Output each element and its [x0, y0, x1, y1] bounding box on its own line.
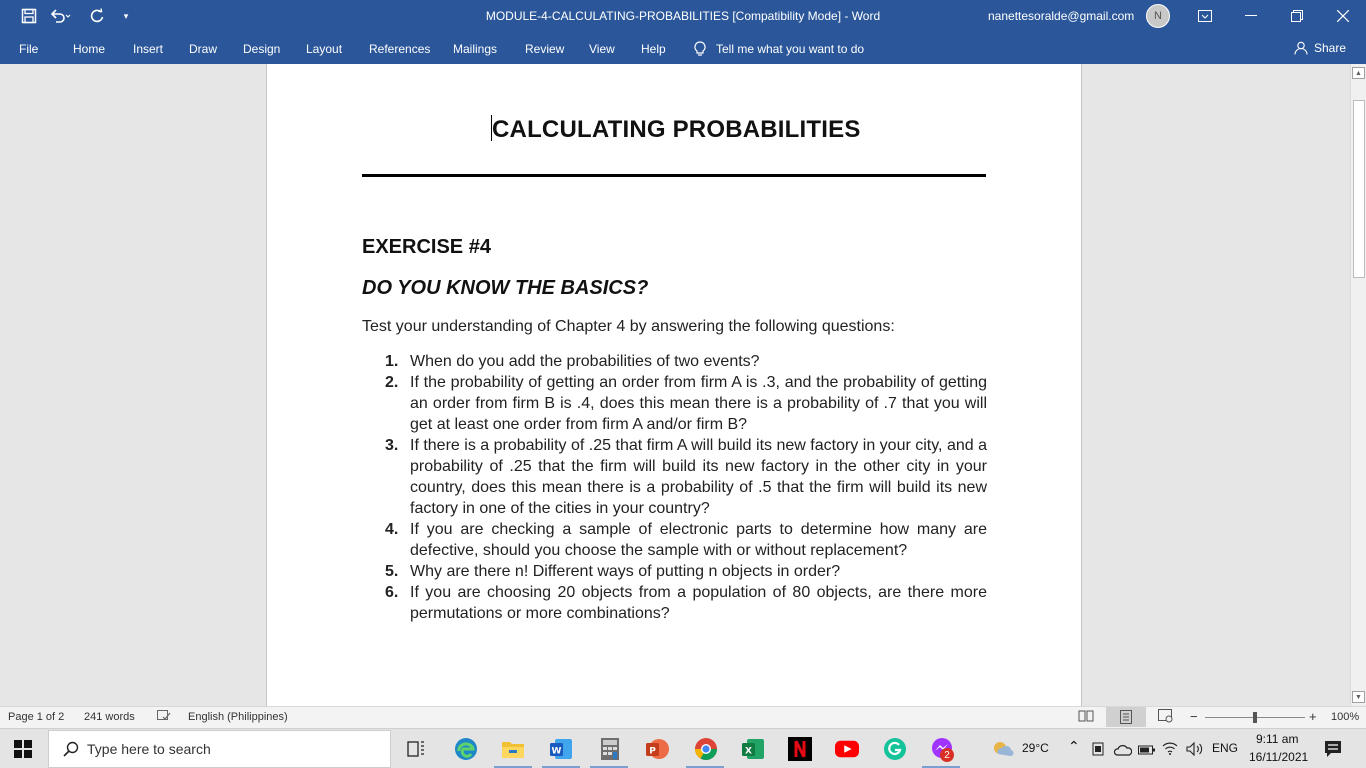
list-item — [385, 351, 987, 372]
windows-taskbar — [0, 728, 1366, 768]
question-list — [385, 351, 987, 624]
notification-icon[interactable] — [1324, 740, 1342, 763]
vertical-scrollbar[interactable] — [1350, 64, 1366, 706]
tab-review[interactable]: Review — [525, 42, 565, 56]
edge-icon[interactable] — [454, 737, 478, 761]
share-button[interactable] — [1294, 41, 1346, 55]
question-text: When do you add the probabilities of two events? — [410, 353, 760, 370]
lightbulb-icon — [694, 41, 706, 57]
tab-insert[interactable]: Insert — [133, 42, 164, 56]
taskbar-search-input[interactable] — [48, 730, 391, 768]
web-layout-icon[interactable] — [1158, 709, 1174, 726]
exercise-heading: EXERCISE #4 — [362, 236, 491, 258]
list-item — [385, 372, 987, 435]
heading-rule — [362, 174, 986, 177]
messenger-badge: 2 — [940, 748, 954, 762]
question-text: If there is a probability of .25 that firm A will build its new factory in your city, and a probability of .25 that the firm will build its new factory in the other city in your country, does this mean there is a probability of .5 that the firm will build its new factory in one of the cities in your country? — [410, 437, 987, 517]
wifi-icon[interactable] — [1162, 741, 1178, 760]
calculator-icon[interactable] — [598, 737, 622, 761]
share-label: Share — [1314, 41, 1347, 55]
question-number: 5. — [385, 563, 399, 580]
tab-draw[interactable]: Draw — [189, 42, 218, 56]
question-text: If you are choosing 20 objects from a population of 80 objects, are there more permutations or more combinations? — [410, 584, 987, 622]
svg-text:P: P — [649, 746, 656, 757]
person-share-icon — [1294, 41, 1308, 55]
zoom-out-button[interactable]: − — [1190, 709, 1198, 724]
question-text: If the probability of getting an order from firm A is .3, and the probability of getting an order from firm B is .4, does this mean there is a probability of .7 that you will get at least one order from firm A and/or firm B? — [410, 374, 987, 433]
read-mode-icon[interactable] — [1078, 709, 1094, 726]
restore-icon[interactable] — [1274, 0, 1320, 32]
close-icon[interactable] — [1320, 0, 1366, 32]
title-bar — [0, 0, 1366, 32]
word-count[interactable]: 241 words — [84, 711, 135, 723]
question-number: 3. — [385, 437, 399, 454]
tab-mailings[interactable]: Mailings — [453, 42, 498, 56]
tell-me-search[interactable] — [694, 41, 864, 57]
tab-help[interactable]: Help — [641, 42, 666, 56]
netflix-icon[interactable] — [788, 737, 812, 761]
zoom-level[interactable]: 100% — [1331, 711, 1360, 723]
clock-date[interactable]: 16/11/2021 — [1249, 750, 1309, 764]
avatar[interactable]: N — [1146, 4, 1170, 28]
clock-time[interactable]: 9:11 am — [1256, 732, 1299, 746]
scroll-thumb[interactable] — [1353, 100, 1365, 278]
tab-layout[interactable]: Layout — [306, 42, 343, 56]
scroll-up-icon[interactable]: ▲ — [1352, 67, 1365, 79]
temperature[interactable]: 29°C — [1022, 741, 1049, 755]
tab-home[interactable]: Home — [73, 42, 106, 56]
page-count[interactable]: Page 1 of 2 — [8, 711, 65, 723]
task-view-icon[interactable] — [404, 737, 428, 761]
question-number: 6. — [385, 584, 399, 601]
question-number: 1. — [385, 353, 399, 370]
document-title: MODULE-4-CALCULATING-PROBABILITIES [Compatibility Mode] - Word — [485, 9, 881, 23]
weather-icon[interactable] — [992, 740, 1014, 761]
grammarly-icon[interactable] — [883, 737, 907, 761]
list-item — [385, 582, 987, 624]
proofing-icon[interactable] — [157, 710, 171, 725]
chevron-up-icon[interactable]: ⌃ — [1068, 738, 1080, 754]
powerpoint-icon[interactable] — [645, 737, 669, 761]
zoom-slider-thumb[interactable] — [1253, 712, 1257, 723]
word-icon[interactable] — [549, 737, 573, 761]
document-page[interactable] — [266, 64, 1082, 706]
account-email[interactable]: nanettesoralde@gmail.com — [988, 9, 1135, 23]
excel-icon[interactable] — [741, 737, 765, 761]
search-icon — [63, 741, 79, 757]
document-canvas — [0, 64, 1350, 706]
exercise-subtitle: DO YOU KNOW THE BASICS? — [362, 277, 649, 299]
onedrive-icon[interactable] — [1114, 743, 1132, 761]
windows-start-icon[interactable] — [14, 740, 32, 763]
battery-icon[interactable] — [1138, 743, 1156, 761]
tab-design[interactable]: Design — [243, 42, 281, 56]
tab-file[interactable]: File — [19, 42, 39, 56]
list-item — [385, 519, 987, 561]
question-number: 4. — [385, 521, 399, 538]
intro-paragraph: Test your understanding of Chapter 4 by answering the following questions: — [362, 318, 895, 335]
tab-references[interactable]: References — [369, 42, 431, 56]
page-title: CALCULATING PROBABILITIES — [492, 116, 861, 143]
customize-quick-access-icon[interactable]: ▾ — [123, 10, 129, 21]
chrome-icon[interactable] — [694, 737, 718, 761]
minimize-icon[interactable] — [1228, 0, 1274, 32]
youtube-icon[interactable] — [835, 737, 859, 761]
office-tray-icon[interactable] — [1092, 742, 1104, 761]
svg-text:W: W — [551, 746, 562, 757]
list-item — [385, 435, 987, 519]
question-text: Why are there n! Different ways of putting n objects in order? — [410, 563, 841, 580]
tell-me-label: Tell me what you want to do — [716, 42, 865, 56]
list-item — [385, 561, 987, 582]
print-layout-icon[interactable] — [1106, 707, 1146, 727]
svg-text:X: X — [745, 746, 752, 757]
zoom-in-button[interactable]: + — [1309, 709, 1317, 724]
question-text: If you are checking a sample of electronic parts to determine how many are defective, should you choose the sample with or without replacement? — [410, 521, 987, 559]
ribbon-display-options-icon[interactable] — [1182, 0, 1228, 32]
search-placeholder: Type here to search — [87, 741, 211, 757]
question-number: 2. — [385, 374, 399, 391]
ribbon-tabs — [0, 32, 1366, 64]
tab-view[interactable]: View — [589, 42, 615, 56]
speaker-icon[interactable] — [1186, 742, 1204, 761]
file-explorer-icon[interactable] — [501, 737, 525, 761]
language-tray[interactable]: ENG — [1212, 741, 1239, 755]
scroll-down-icon[interactable]: ▼ — [1352, 691, 1365, 703]
status-bar — [0, 706, 1366, 728]
language-indicator[interactable]: English (Philippines) — [188, 711, 288, 723]
